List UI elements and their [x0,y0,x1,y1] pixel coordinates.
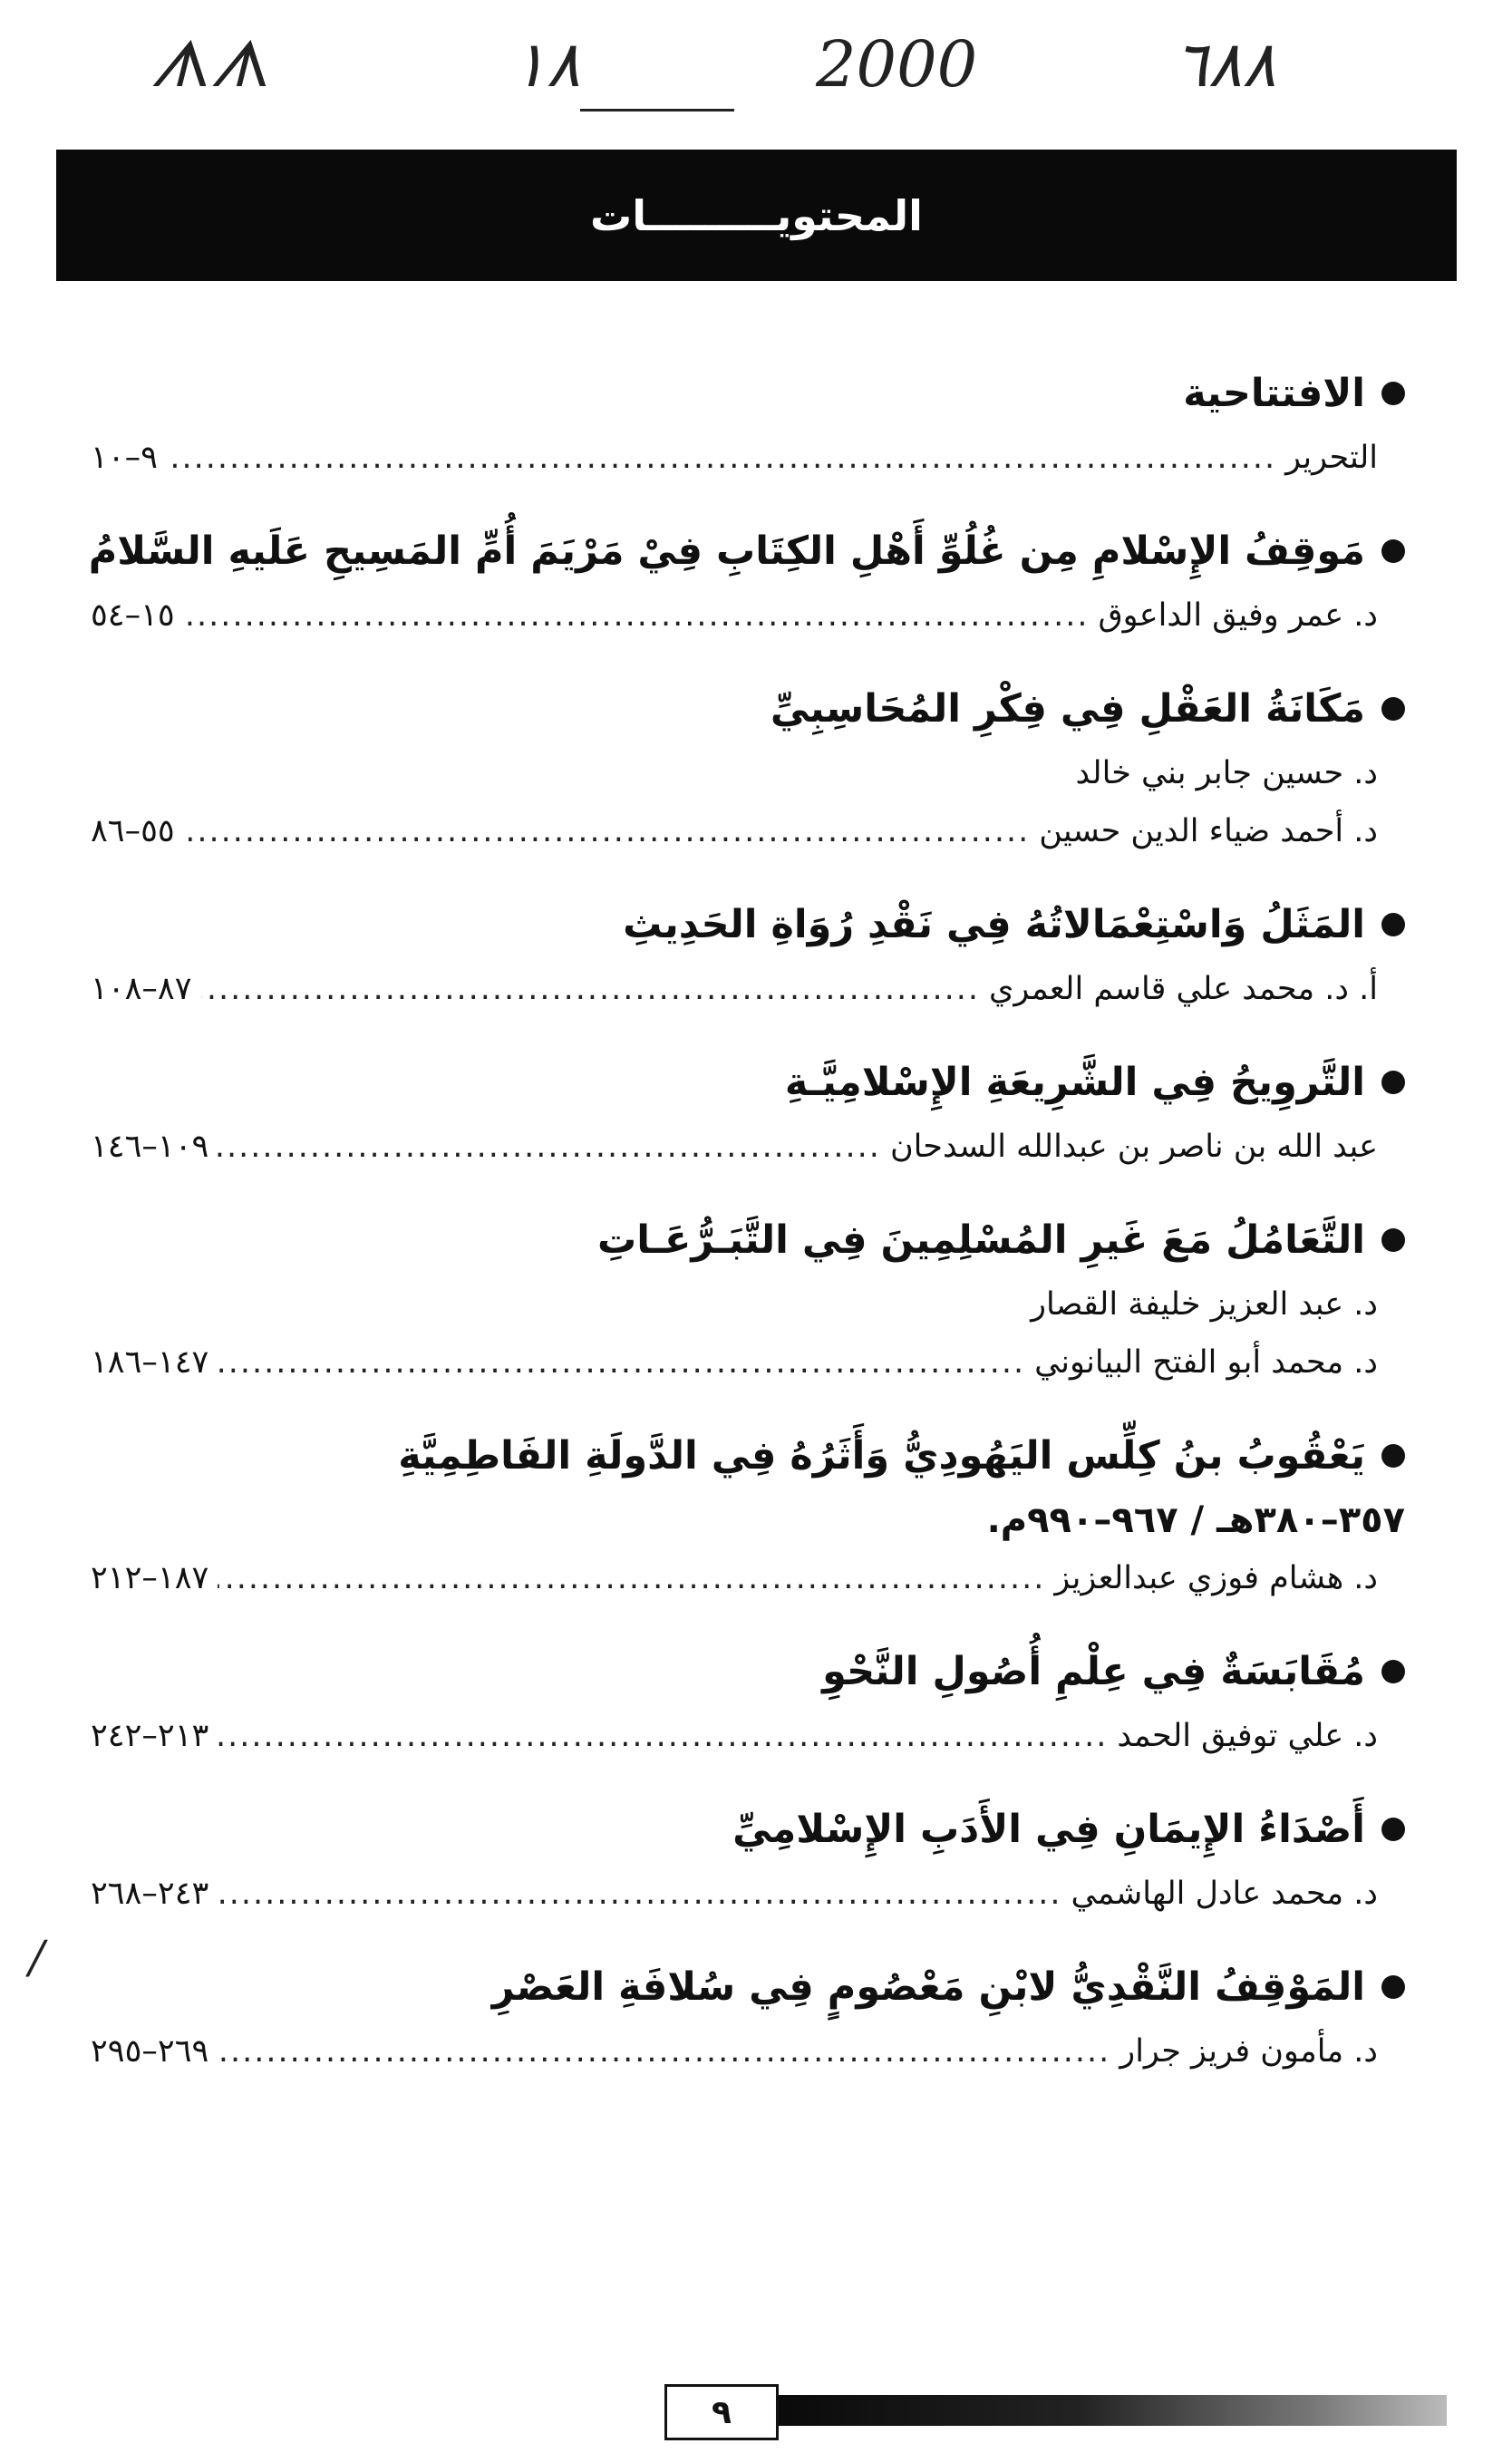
toc-section [73,358,1405,516]
toc-section [73,674,1405,889]
section-title-text: مَكَانَةُ العَقْلِ فِي فِكْرِ المُحَاسِبِيِّ [770,686,1365,732]
dot-leader [218,2022,1110,2080]
section-title [73,889,1405,960]
author-name: عبد الله بن ناصر بن عبدالله السدحان [889,1129,1378,1165]
page-range: ٥٥–٨٦ [91,813,175,849]
author-row [73,802,1405,860]
section-gap [73,1391,1405,1421]
author-row [73,1865,1405,1923]
author-row [73,2022,1405,2080]
bullet-icon [1381,1818,1405,1841]
section-title-text: التَّعَامُلُ مَعَ غَيرِ المُسْلِمِينَ فِي التَّبَـرُّعَـاتِ [596,1217,1365,1263]
author-name: د. عمر وفيق الداعوق [1098,597,1378,634]
section-title [73,674,1405,744]
toc-section [73,889,1405,1047]
handwritten-mark: ٦٨٨ [1174,27,1276,102]
section-gap [73,1765,1405,1794]
section-title-text: يَعْقُوبُ بنُ كِلِّس اليَهُودِيُّ وَأَثَرُهُ فِي الدَّولَةِ الفَاطِمِيَّةِ [398,1433,1365,1479]
section-gap [73,645,1405,674]
section-title-text: مَوقِفُ الإِسْلامِ مِن غُلُوِّ أَهْلِ الكِتَابِ فِيْ مَرْيَمَ أُمِّ المَسِيحِ عَلَيهِ السَّلامُ [88,528,1365,574]
section-title [73,1205,1405,1275]
page-range: ١٤٧–١٨٦ [91,1344,209,1381]
author-row [73,429,1405,487]
section-gap [73,1176,1405,1205]
bullet-icon [1381,1975,1405,1999]
section-gap [73,860,1405,889]
page-number: ٩ [664,2384,779,2440]
author-row [73,1707,1405,1765]
bullet-icon [1381,382,1405,405]
page-range: ٢١٣–٢٤٢ [91,1718,209,1754]
author-name: د. علي توفيق الحمد [1117,1718,1378,1754]
author-row [73,960,1405,1018]
bullet-icon [1381,697,1405,721]
section-title-text: المَوْقِفُ النَّقْدِيُّ لابْنِ مَعْصُومٍ فِي سُلافَةِ العَصْرِ [491,1964,1365,2010]
handwritten-year: 2000 [816,27,978,102]
bullet-icon [1381,1071,1405,1094]
author-name: د. مأمون فريز جرار [1119,2033,1378,2070]
bullet-icon [1381,1228,1405,1252]
toc-section [73,1047,1405,1205]
handwritten-slash: / [29,1931,44,1983]
section-title [73,1047,1405,1118]
author-row [73,1333,1405,1391]
author-row [73,744,1405,802]
handwritten-underline [580,109,734,112]
author-name: د. حسين جابر بني خالد [1075,755,1378,791]
author-name: د. محمد عادل الهاشمي [1071,1876,1378,1912]
section-title [73,358,1405,429]
footer-bar [776,2395,1447,2426]
bullet-icon [1381,1660,1405,1683]
section-title-text: أَصْدَاءُ الإِيمَانِ فِي الأَدَبِ الإِسْلامِيِّ [732,1807,1365,1852]
toc-section [73,1952,1405,2080]
bullet-icon [1381,539,1405,563]
dot-leader [218,1549,1045,1607]
table-of-contents [73,358,1405,2080]
section-subtitle: ٣٥٧–٣٨٠هـ / ٩٦٧–٩٩٠م. [986,1499,1405,1541]
author-row [73,1118,1405,1176]
toc-section [73,1794,1405,1952]
section-title [73,1952,1405,2022]
section-title-text: الافتتاحية [1183,371,1365,416]
section-title-text: مُقَابَسَةٌ فِي عِلْمِ أُصُولِ النَّحْوِ [822,1649,1365,1694]
page-range: ٨٧–١٠٨ [91,971,192,1007]
section-title [73,1636,1405,1707]
bullet-icon [1381,913,1405,936]
author-name: د. أحمد ضياء الدين حسين [1039,813,1378,849]
section-title [73,516,1405,587]
author-name: د. محمد أبو الفتح البيانوني [1034,1344,1378,1381]
toc-section [73,516,1405,674]
dot-leader [184,802,1030,860]
section-gap [73,1018,1405,1047]
section-gap [73,1607,1405,1636]
page-range: ٢٤٣–٢٦٨ [91,1876,209,1912]
section-title [73,1794,1405,1865]
author-name: أ. د. محمد علي قاسم العمري [988,971,1378,1007]
author-name: د. عبد العزيز خليفة القصار [1031,1286,1378,1323]
page-range: ٢٦٩–٢٩٥ [91,2033,209,2070]
bullet-icon [1381,1444,1405,1468]
contents-header [56,150,1457,281]
toc-section [73,1205,1405,1421]
handwritten-mark: ١٨ [512,27,581,102]
author-name: التحرير [1285,440,1378,476]
toc-section [73,1636,1405,1794]
section-gap [73,1923,1405,1952]
section-title-text: المَثَلُ وَاسْتِعْمَالاتُهُ فِي نَقْدِ رُوَاةِ الحَدِيثِ [623,902,1365,947]
dot-leader [167,429,1276,487]
dot-leader [218,1707,1108,1765]
author-row [73,1275,1405,1333]
page-range: ١٥–٥٤ [91,597,175,634]
toc-section [73,1421,1405,1636]
author-row [73,1549,1405,1607]
dot-leader [184,587,1090,645]
page-title: المحتويـــــــــات [590,190,923,240]
section-title-text: التَّروِيحُ فِي الشَّرِيعَةِ الإِسْلامِيَّـةِ [784,1060,1365,1105]
dot-leader [218,1118,881,1176]
section-title [73,1421,1405,1491]
author-name: د. هشام فوزي عبدالعزيز [1054,1560,1378,1596]
page-range: ١٠٩–١٤٦ [91,1129,209,1165]
page-range: ٩–١٠ [91,440,158,476]
author-row [73,587,1405,645]
page-range: ١٨٧–٢١٢ [91,1560,209,1596]
section-gap [73,487,1405,516]
dot-leader [218,1333,1025,1391]
dot-leader [218,1865,1061,1923]
dot-leader [201,960,980,1018]
handwritten-mark: ᗑᗑ [150,27,269,102]
